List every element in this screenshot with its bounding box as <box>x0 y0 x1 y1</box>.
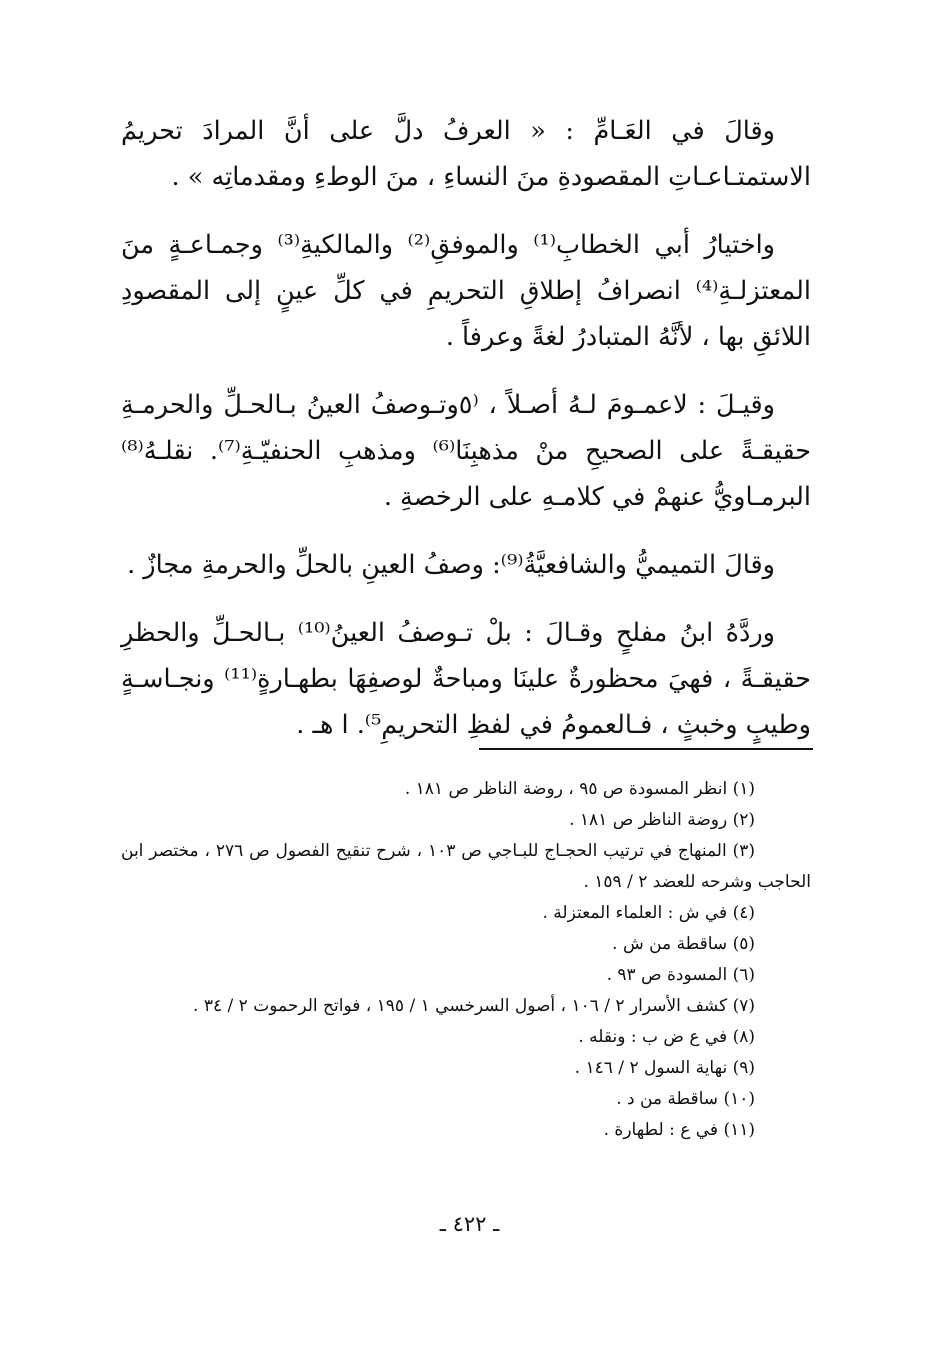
paragraph: وقالَ التميميُّ والشافعيَّةُ⁽⁹⁾: وصفُ العينِ بالحلِّ والحرمةِ مجازٌ . <box>127 550 775 580</box>
paragraph: وردَّهُ ابنُ مفلحٍ وقـالَ : بلْ تـوصفُ العينُ⁽¹⁰⁾ بـالحـلِّ والحظرِ حقيقـةً ، فهيَ محظورةٌ علينَا ومباحةٌ لوصفِهَا بطهـارةٍ⁽¹¹⁾ ونجـاسـةٍ وطيبٍ وخبثٍ ، فـالعمومُ في لفظِ التحريمِ⁵⁾. ا هـ . <box>121 618 811 740</box>
footnote-separator <box>479 748 813 750</box>
footnote: (١١) في ع : لطهارة . <box>603 1120 755 1140</box>
footnote: (٣) المنهاج في ترتيب الحجـاج للبـاجي ص ١٠٣ ، شرح تنقيح الفصول ص ٢٧٦ ، مختصر ابن الحاجب وشرحه للعضد ٢ / ١٥٩ . <box>121 841 811 892</box>
footnote: (٨) في ع ض ب : ونقله . <box>578 1027 755 1047</box>
footnote: (١) انظر المسودة ص ٩٥ ، روضة الناظر ص ١٨١ . <box>404 779 755 799</box>
footnote: (١٠) ساقطة من د . <box>616 1089 755 1109</box>
footnote: (٥) ساقطة من ش . <box>612 934 755 954</box>
footnote: (٧) كشف الأسرار ٢ / ١٠٦ ، أصول السرخسي ١ / ١٩٥ ، فواتح الرحموت ٢ / ٣٤ . <box>193 996 755 1016</box>
footnote: (٢) روضة الناظر ص ١٨١ . <box>569 810 755 830</box>
paragraph: واختيارُ أبي الخطابِ⁽¹⁾ والموفقِ⁽²⁾ والمالكيةِ⁽³⁾ وجمـاعـةٍ منَ المعتزلـةِ⁽⁴⁾ انصرافُ إطلاقِ التحريمِ في كلِّ عينٍ إلى المقصودِ اللائقِ بها ، لأنَّهُ المتبادرُ لغةً وعرفاً . <box>121 230 811 352</box>
main-text <box>121 108 811 770</box>
footnote: (٤) في ش : العلماء المعتزلة . <box>542 903 755 923</box>
footnotes <box>121 774 811 1146</box>
paragraph: وقيـلَ : لاعمـومَ لـهُ أصـلاً ، ⁽٥وتـوصفُ العينُ بـالحـلِّ والحرمـةِ حقيقـةً على الصحيحِ منْ مذهبِنَا⁽⁶⁾ ومذهبِ الحنفيّـةِ⁽⁷⁾. نقلـهُ⁽⁸⁾ البرمـاويُّ عنهمْ في كلامـهِ على الرخصةِ . <box>121 390 811 512</box>
footnote: (٩) نهاية السول ٢ / ١٤٦ . <box>574 1058 755 1078</box>
footnote: (٦) المسودة ص ٩٣ . <box>606 965 755 985</box>
paragraph: وقالَ في العَـامِّ : « العرفُ دلَّ على أنَّ المرادَ تحريمُ الاستمتـاعـاتِ المقصودةِ منَ النساءِ ، منَ الوطءِ ومقدماتِه » . <box>121 116 811 192</box>
page-number: ـ ٤٢٢ ـ <box>439 1212 500 1236</box>
